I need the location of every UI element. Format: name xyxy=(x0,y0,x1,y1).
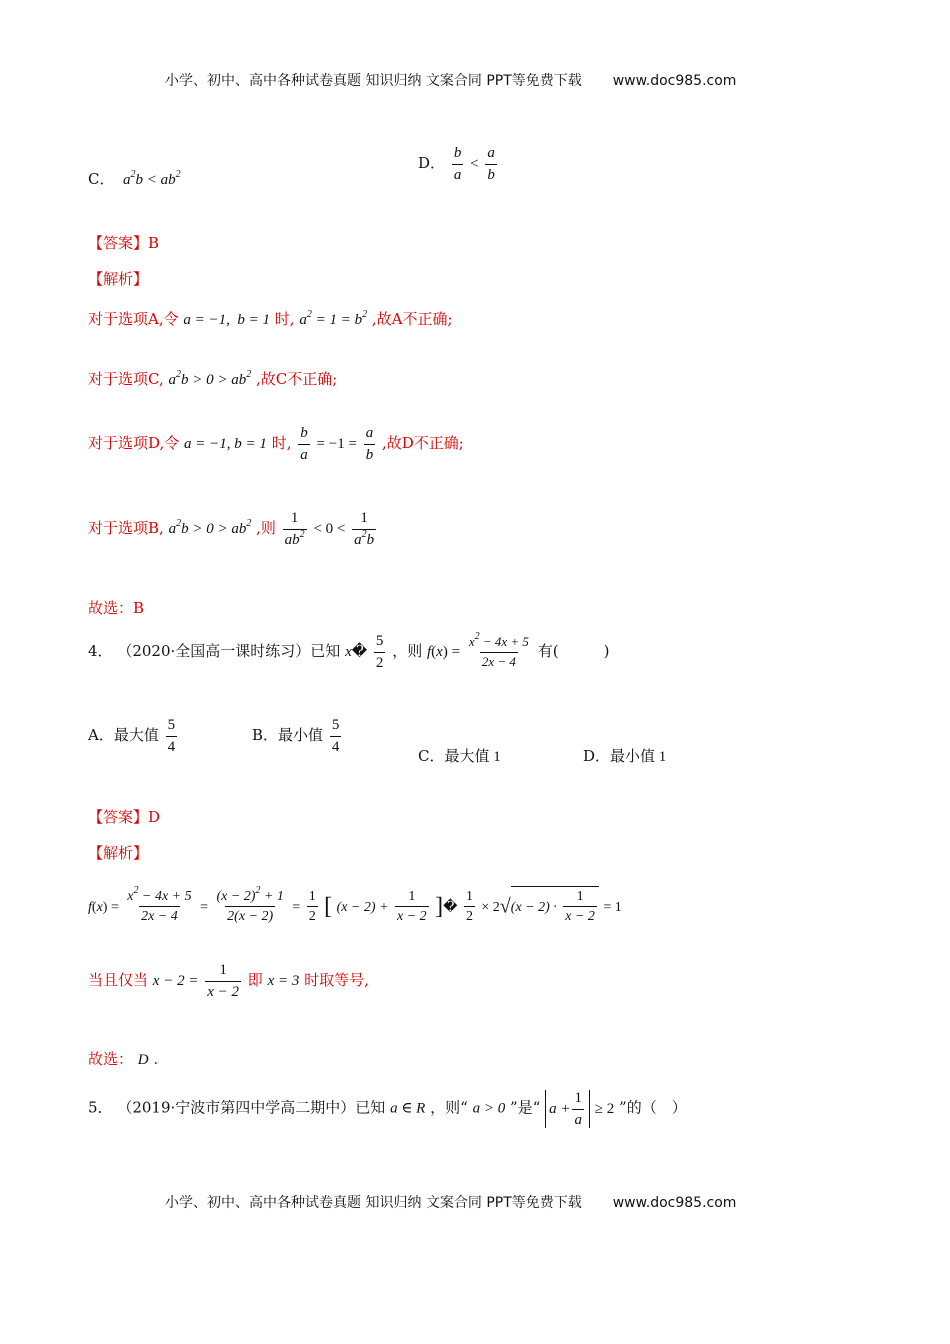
math-expression: x xyxy=(345,644,352,660)
text: ”的（ ） xyxy=(619,1098,687,1117)
q3-analysis-label: 【解析】 xyxy=(88,270,149,288)
option-label: A．最大值 xyxy=(88,726,159,744)
math-expression: x = 3 xyxy=(267,973,300,989)
text: ，则“ xyxy=(430,1098,468,1117)
q3-analysis-line-d xyxy=(88,425,464,463)
math-expression: a ∈ R xyxy=(390,1100,426,1117)
q4-conclusion xyxy=(88,1048,158,1069)
text: 当且仅当 xyxy=(88,971,149,989)
header-text: 小学、初中、高中各种试卷真题 知识归纳 文案合同 PPT等免费下载 xyxy=(165,73,582,89)
option-label: D． xyxy=(418,154,446,172)
question-number: 5． xyxy=(88,1098,113,1117)
text: 时, xyxy=(274,310,295,328)
text: 有( ) xyxy=(537,642,610,660)
q5-stem xyxy=(88,1090,687,1128)
footer-url: www.doc985.com xyxy=(612,1195,737,1211)
q4-derivation: f(x) = $\frac{x^2 - 4x + 5}{2x - 4}$ = $\frac{(x - 2)^2 + 1}{2(x - 2)}$ = $\frac{1}{2}$ [ (x − 2) + $\frac{1}{x - 2}$ ]� $\frac{1}{2}$ × 2√(x − 2) · $\frac{1}{x - 2}$ = 1 xyxy=(88,885,622,925)
header-url: www.doc985.com xyxy=(612,73,737,89)
text: ,故C不正确; xyxy=(256,370,338,388)
q4-answer: 【答案】D xyxy=(88,808,161,826)
math-expression: $a^2b > 0 > ab^2$ xyxy=(168,518,252,537)
text: 即 xyxy=(247,971,263,989)
q4-option-b xyxy=(252,717,343,755)
q3-answer: 【答案】B xyxy=(88,234,160,252)
q4-option-d: D．最小值 1 xyxy=(583,747,667,765)
option-label: C． xyxy=(88,170,115,188)
text: 对于选项A,令 xyxy=(88,310,179,328)
math-fraction: $\frac{5}{2}$ xyxy=(375,633,384,671)
math-expression: a + $\frac{1}{a}$ ≥ 2 xyxy=(545,1099,619,1117)
q3-analysis-line-a xyxy=(88,308,453,329)
math-expression: D xyxy=(137,1052,149,1068)
math-expression: $\frac{1}{ab^2}$ < 0 < $\frac{1}{a^2b}$ xyxy=(284,510,375,548)
text: 对于选项C, xyxy=(88,370,164,388)
q3-analysis-line-b xyxy=(88,510,378,548)
option-label: B．最小值 xyxy=(252,726,324,744)
q3-analysis-line-c xyxy=(88,368,337,389)
text: ”是“ xyxy=(509,1098,541,1117)
footer-text: 小学、初中、高中各种试卷真题 知识归纳 文案合同 PPT等免费下载 xyxy=(165,1195,582,1211)
q4-analysis-label: 【解析】 xyxy=(88,844,149,862)
text: . xyxy=(153,1050,159,1068)
option-label: D．最小值 xyxy=(583,747,656,765)
math-fraction: $\frac{5}{4}$ xyxy=(167,717,176,755)
question-number: 4． xyxy=(88,642,113,660)
math-expression: $a^2 = 1 = b^2$ xyxy=(299,309,368,328)
page-footer xyxy=(165,1192,736,1212)
text: ,故D不正确; xyxy=(382,434,464,452)
q3-option-d: D． $\frac{b}{a}$ < $\frac{a}{b}$ xyxy=(418,145,495,183)
math-expression: $\frac{b}{a}$ = −1 = $\frac{a}{b}$ xyxy=(300,425,374,463)
q4-option-c: C．最大值 1 xyxy=(418,747,501,765)
text: 对于选项D,令 xyxy=(88,434,180,452)
q3-option-c xyxy=(88,168,181,189)
text: 故选： xyxy=(88,1050,134,1068)
text: ,故A不正确; xyxy=(371,310,453,328)
math-expression: f(x) = $\frac{x^2 - 4x + 5}{2x - 4}$ xyxy=(426,631,529,669)
math-fraction: $\frac{a}{b}$ xyxy=(487,145,495,183)
q4-option-a xyxy=(88,717,179,755)
math-expression: a > 0 xyxy=(472,1100,506,1117)
text: ,则 xyxy=(256,519,276,537)
option-label: C．最大值 xyxy=(418,747,490,765)
text: ，则 xyxy=(392,642,423,660)
q4-stem: 4． （2020·全国高一课时练习）已知 x� $\frac{5}{2}$ ，则 f(x) = $\frac{x^2 - 4x + 5}{2x - 4}$ 有( ) xyxy=(88,631,610,671)
text: 时, xyxy=(271,434,292,452)
question-source: （2020·全国高一课时练习）已知 xyxy=(117,642,341,660)
text: 对于选项B, xyxy=(88,519,164,537)
math-expression: a = −1, b = 1 xyxy=(183,312,271,328)
q3-conclusion: 故选：B xyxy=(88,599,145,617)
page-header xyxy=(165,70,736,90)
question-source: （2019·宁波市第四中学高二期中）已知 xyxy=(117,1098,386,1117)
math-fraction: $\frac{5}{4}$ xyxy=(331,717,340,755)
math-expression: a = −1, b = 1 xyxy=(184,436,267,452)
math-fraction: $\frac{b}{a}$ xyxy=(453,145,462,183)
math-expression: $a^2b < ab^2$ xyxy=(119,169,181,188)
math-expression: x − 2 = $\frac{1}{x - 2}$ xyxy=(152,962,240,1000)
q4-equality-condition xyxy=(88,962,369,1000)
text: 时取等号, xyxy=(304,971,369,989)
math-expression: $a^2b > 0 > ab^2$ xyxy=(168,369,252,388)
